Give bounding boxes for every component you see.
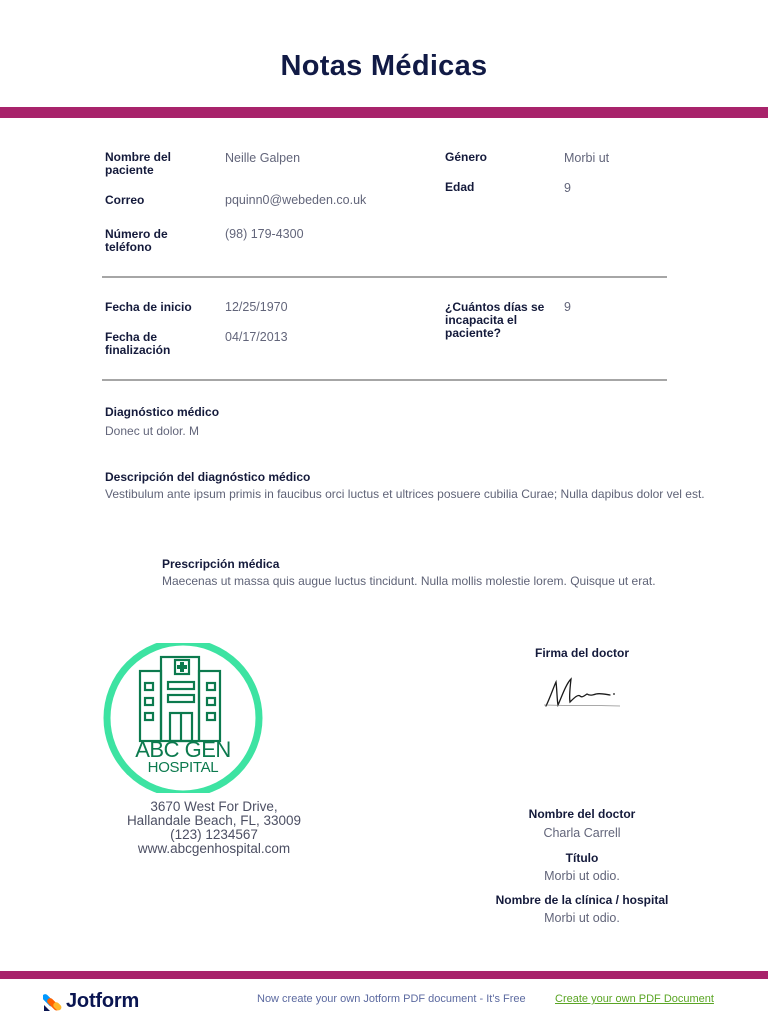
doctor-title-value: Morbi ut odio. — [544, 869, 620, 883]
patient-name-value: Neille Galpen — [225, 151, 301, 165]
diagnosis-label: Diagnóstico médico — [105, 405, 220, 419]
incapacity-days-value: 9 — [564, 300, 571, 314]
hospital-address — [102, 800, 326, 856]
clinic-label: Nombre de la clínica / hospital — [495, 893, 669, 907]
page-title: Notas Médicas — [280, 50, 488, 82]
header-band — [0, 107, 768, 118]
logo-text-name: ABC GEN — [135, 737, 231, 762]
prescription-value: Maecenas ut massa quis augue luctus tincidunt. Nulla mollis molestie lorem. Quisque ut erat. — [162, 574, 656, 588]
jotform-logo-icon — [43, 992, 63, 1012]
hospital-logo — [102, 643, 264, 793]
address-line: 3670 West For Drive, — [150, 799, 278, 814]
diagnosis-description-label: Descripción del diagnóstico médico — [105, 470, 311, 484]
section-divider — [102, 276, 667, 278]
hospital-phone: (123) 1234567 — [170, 827, 258, 842]
create-pdf-link[interactable]: Create your own PDF Document — [555, 993, 714, 1005]
signature-label: Firma del doctor — [534, 646, 629, 660]
gender-label: Género — [445, 150, 488, 164]
prescription-label: Prescripción médica — [162, 557, 280, 571]
phone-label: Número de teléfono — [105, 227, 168, 254]
age-label: Edad — [445, 180, 475, 194]
diagnosis-value: Donec ut dolor. M — [105, 424, 200, 438]
logo-text-hospital: HOSPITAL — [147, 759, 219, 776]
incapacity-days-label: ¿Cuántos días se incapacita el paciente? — [445, 300, 545, 340]
email-value: pquinn0@webeden.co.uk — [225, 193, 367, 207]
section-divider — [102, 379, 667, 381]
email-label: Correo — [105, 193, 145, 207]
start-date-label: Fecha de inicio — [105, 300, 192, 314]
hospital-website: www.abcgenhospital.com — [137, 841, 291, 856]
diagnosis-description-value: Vestibulum ante ipsum primis in faucibus orci luctus et ultrices posuere cubilia Curae; Nulla dapibus dolor vel est. — [105, 487, 705, 501]
jotform-logo-text: Jotform — [66, 990, 140, 1012]
phone-value: (98) 179-4300 — [225, 227, 304, 241]
doctor-name-value: Charla Carrell — [543, 826, 621, 840]
footer-band — [0, 971, 768, 979]
doctor-name-label: Nombre del doctor — [528, 807, 636, 821]
age-value: 9 — [564, 181, 571, 195]
start-date-value: 12/25/1970 — [225, 300, 288, 314]
doctor-title-label: Título — [565, 851, 599, 865]
footer-promo-text: Now create your own Jotform PDF document - It's Free — [257, 993, 526, 1005]
patient-name-label: Nombre del paciente — [105, 150, 172, 177]
gender-value: Morbi ut — [564, 151, 610, 165]
end-date-value: 04/17/2013 — [225, 330, 288, 344]
doctor-signature — [540, 672, 630, 712]
clinic-value: Morbi ut odio. — [544, 911, 620, 925]
address-line: Hallandale Beach, FL, 33009 — [126, 813, 302, 828]
end-date-label: Fecha de finalización — [105, 330, 171, 357]
jotform-logo[interactable] — [43, 990, 153, 1014]
